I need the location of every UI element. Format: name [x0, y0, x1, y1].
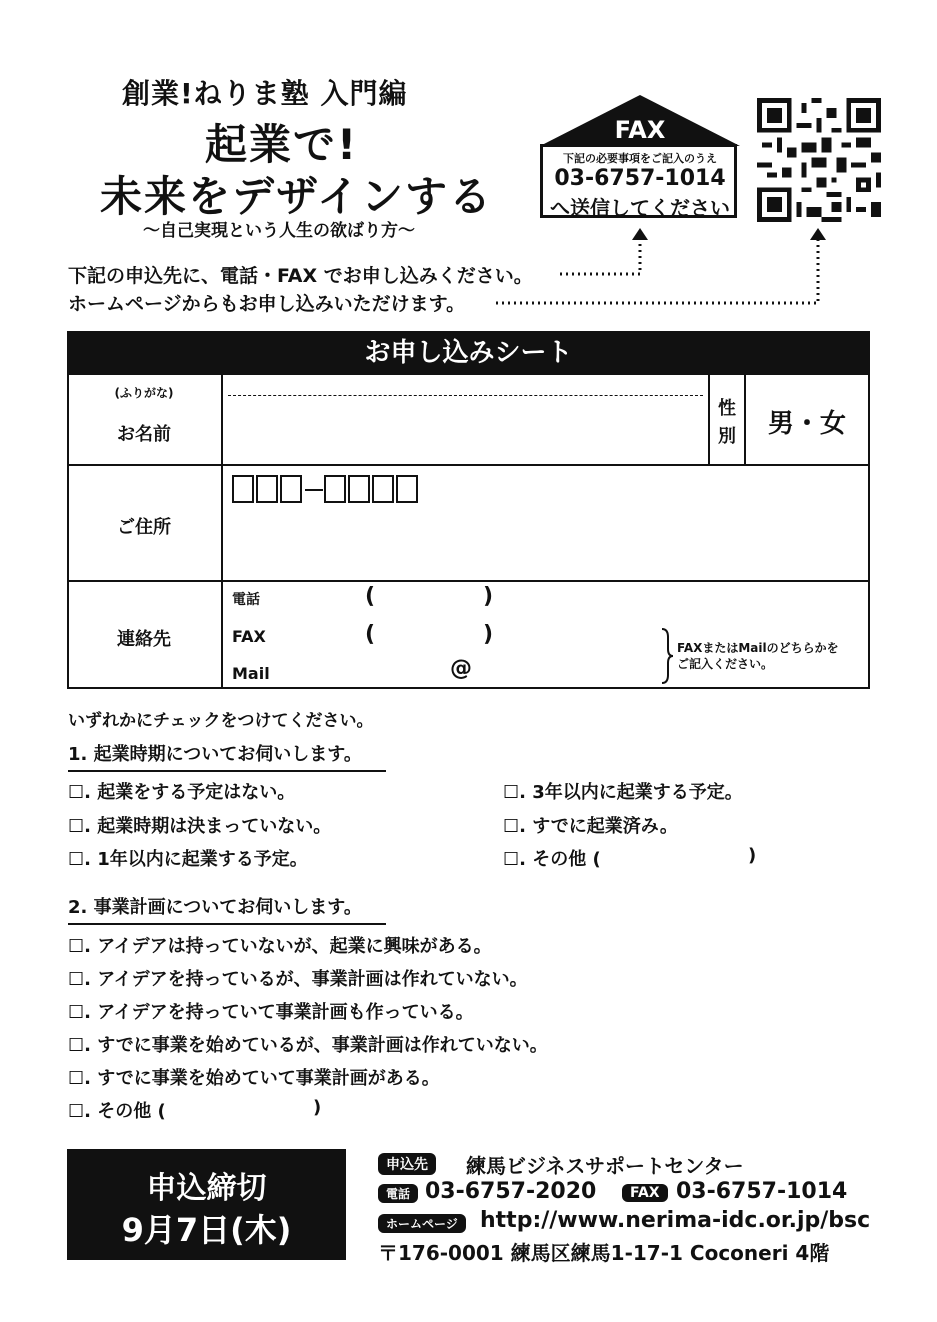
at-sign: @	[450, 656, 472, 681]
q1-option[interactable]: ☐. すでに起業済み。	[503, 816, 678, 837]
address-input[interactable]	[228, 510, 863, 574]
phone-paren-close: )	[483, 584, 494, 609]
phone-input[interactable]	[380, 588, 480, 612]
q2-option[interactable]: ☐. すでに事業を始めていて事業計画がある。	[68, 1068, 440, 1089]
fax-note: 下記の必要事項をご記入のうえ	[563, 152, 717, 165]
phone-label: 電話	[232, 592, 260, 608]
main-title-line2: 未来をデザインする	[100, 172, 494, 221]
deadline-date: 9月7日(木)	[121, 1211, 292, 1249]
fax-send-text: へ送信してください	[550, 196, 730, 220]
check-instruction: いずれかにチェックをつけてください。	[68, 711, 374, 731]
web-tag: ホームページ	[378, 1214, 466, 1233]
contact-note-2: ご記入ください。	[677, 657, 774, 671]
label-column-divider	[221, 375, 223, 689]
q1-option[interactable]: ☐. 3年以内に起業する予定。	[503, 782, 743, 803]
intro-line-2: ホームページからもお申し込みいただけます。	[68, 293, 466, 315]
q2-option[interactable]: ☐. アイデアは持っていないが、起業に興味がある。	[68, 936, 492, 957]
center-address: 〒176-0001 練馬区練馬1-17-1 Coconeri 4階	[378, 1241, 830, 1265]
gender-label-2: 別	[718, 426, 736, 447]
q2-option[interactable]: ☐. アイデアを持っていて事業計画も作っている。	[68, 1002, 474, 1023]
q1-option-other[interactable]: ☐. その他 (	[503, 849, 601, 870]
center-name: 練馬ビジネスサポートセンター	[466, 1154, 744, 1178]
fax-field-label: FAX	[232, 627, 266, 646]
mail-label: Mail	[232, 664, 270, 683]
fax-paren-close: )	[483, 622, 494, 647]
fax-number: 03-6757-1014	[554, 166, 726, 191]
q2-option[interactable]: ☐. アイデアを持っているが、事業計画は作れていない。	[68, 969, 528, 990]
q1-option[interactable]: ☐. 起業をする予定はない。	[68, 782, 296, 803]
furigana-label: (ふりがな)	[114, 386, 174, 400]
main-title-line1: 起業で!	[205, 120, 359, 169]
center-phone[interactable]: 03-6757-2020	[425, 1179, 597, 1204]
gender-divider	[708, 375, 710, 465]
zip-dash	[305, 489, 323, 491]
sheet-title: お申し込みシート	[67, 331, 870, 375]
zip-box[interactable]	[280, 475, 302, 503]
brace-icon	[660, 627, 674, 685]
q1-option[interactable]: ☐. 1年以内に起業する予定。	[68, 849, 308, 870]
q2-option[interactable]: ☐. すでに事業を始めているが、事業計画は作れていない。	[68, 1035, 548, 1056]
dotted-connectors	[0, 0, 937, 320]
gender-label-1: 性	[718, 398, 736, 419]
mail-input[interactable]	[290, 660, 650, 684]
apply-tag: 申込先	[378, 1153, 436, 1175]
zip-box[interactable]	[348, 475, 370, 503]
q1-option[interactable]: ☐. 起業時期は決まっていない。	[68, 816, 332, 837]
row-divider	[67, 580, 870, 582]
zip-box[interactable]	[324, 475, 346, 503]
name-label: お名前	[117, 424, 171, 445]
deadline-title: 申込締切	[146, 1171, 267, 1206]
contact-label: 連絡先	[117, 629, 171, 650]
zip-box[interactable]	[232, 475, 254, 503]
fax-input[interactable]	[380, 626, 480, 650]
zip-box[interactable]	[396, 475, 418, 503]
phone-tag: 電話	[378, 1184, 418, 1203]
gender-options[interactable]: 男・女	[767, 409, 846, 439]
furigana-line	[228, 395, 703, 396]
row-divider	[67, 464, 870, 466]
q1-heading: 1. 起業時期についてお伺いします。	[68, 740, 386, 772]
center-fax[interactable]: 03-6757-1014	[676, 1179, 848, 1204]
fax-tag: FAX	[622, 1184, 668, 1202]
q1-other-close: )	[748, 845, 757, 866]
center-url[interactable]: http://www.nerima-idc.or.jp/bsc	[480, 1208, 871, 1233]
fax-label: FAX	[614, 116, 666, 144]
intro-line-1: 下記の申込先に、電話・FAX でお申し込みください。	[68, 265, 533, 287]
q2-other-close: )	[313, 1097, 322, 1118]
name-input[interactable]	[228, 400, 703, 458]
q2-heading: 2. 事業計画についてお伺いします。	[68, 893, 386, 925]
contact-note-1: FAXまたはMailのどちらかを	[677, 641, 839, 655]
address-label: ご住所	[117, 517, 171, 538]
zip-box[interactable]	[256, 475, 278, 503]
series-title: 創業!ねりま塾 入門編	[122, 77, 408, 110]
q2-option-other[interactable]: ☐. その他 (	[68, 1101, 166, 1122]
fax-paren-open: (	[365, 622, 376, 647]
phone-paren-open: (	[365, 584, 376, 609]
subtitle: 〜自己実現という人生の欲ばり方〜	[143, 221, 415, 241]
zip-box[interactable]	[372, 475, 394, 503]
